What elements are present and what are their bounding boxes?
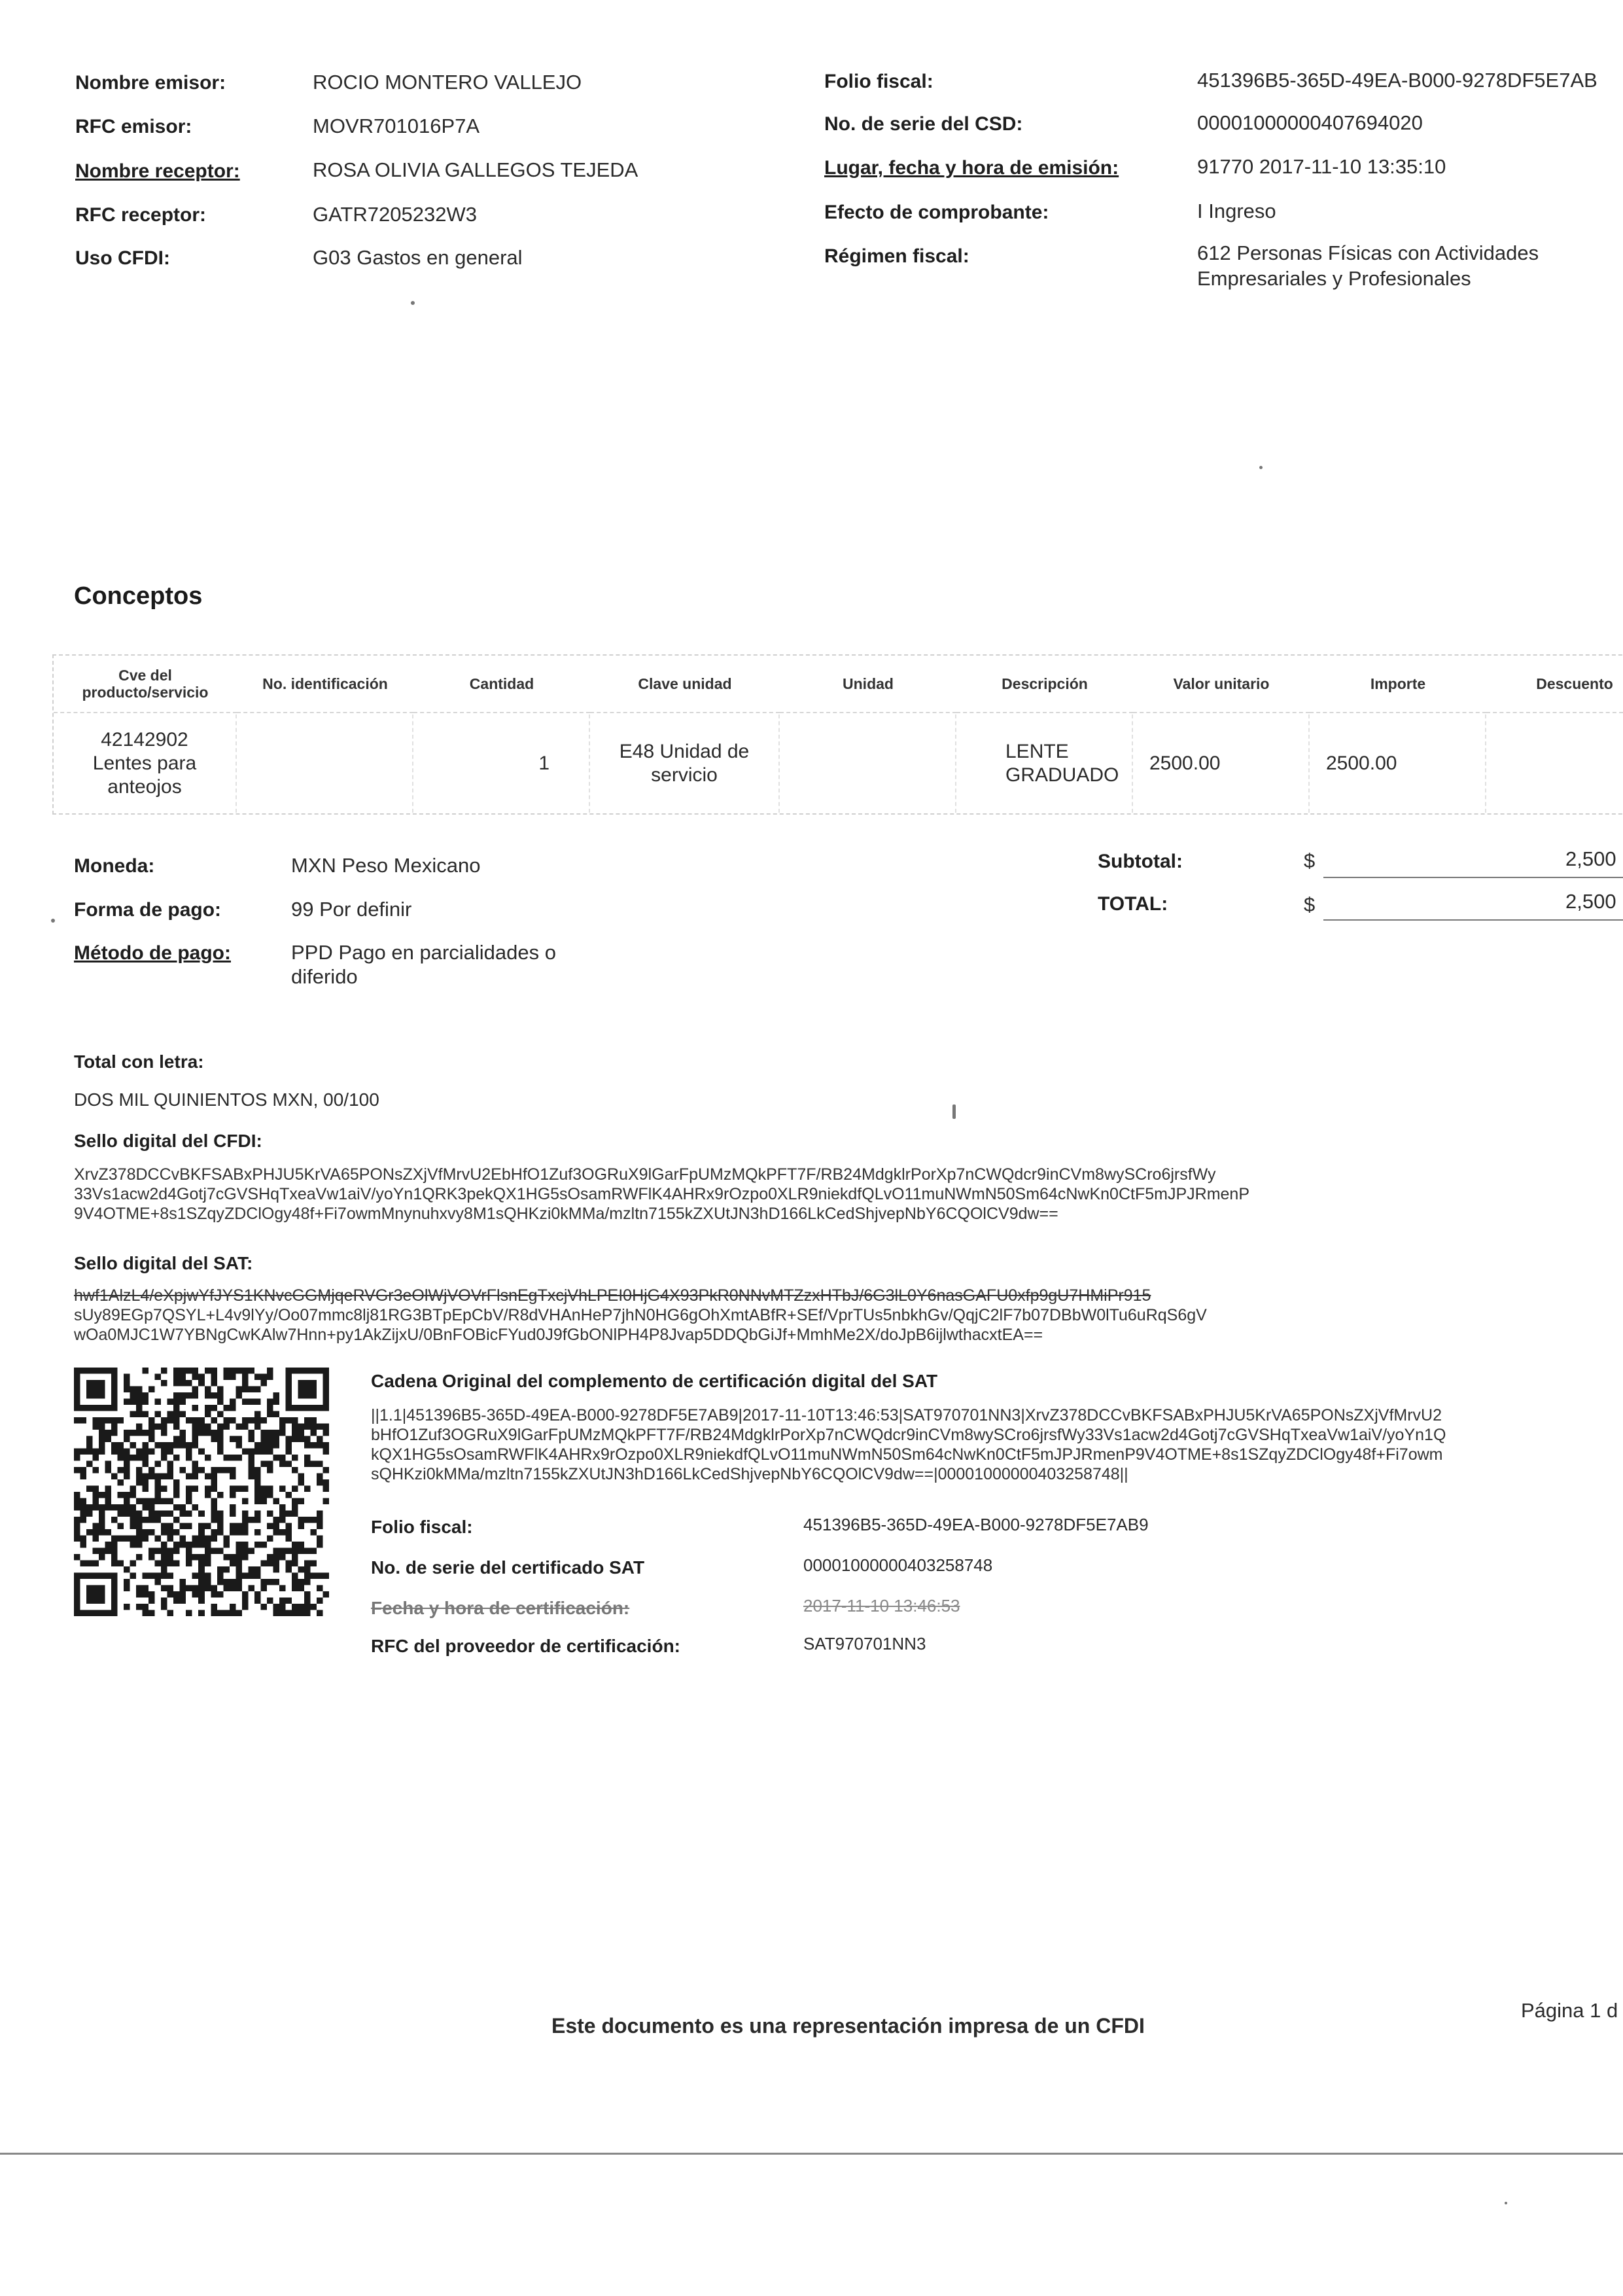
- regimen-value-line1: 612 Personas Físicas con Actividades: [1197, 241, 1539, 264]
- subtotal-label: Subtotal:: [1098, 851, 1183, 872]
- regimen-label: Régimen fiscal:: [824, 245, 969, 267]
- total-label: TOTAL:: [1098, 893, 1168, 915]
- qr-code: [74, 1368, 329, 1616]
- rfc-emisor-value: MOVR701016P7A: [313, 115, 480, 137]
- total-underline: [1323, 919, 1623, 921]
- uso-cfdi-label: Uso CFDI:: [75, 247, 170, 269]
- efecto-value: I Ingreso: [1197, 200, 1276, 222]
- total-currency: $: [1304, 893, 1316, 916]
- col-cantidad: Cantidad: [413, 656, 590, 713]
- cert-serie-label: No. de serie del certificado SAT: [371, 1557, 645, 1578]
- rfc-receptor-value: GATR7205232W3: [313, 203, 477, 226]
- sello-cfdi-line: 33Vs1acw2d4Gotj7cGVSHqTxeaVw1aiV/yoYn1QRK3pekQX1HG5sOsamRWFlK4AHRx9rOzpo0XLR9niekdfQLvO11muNWmN50Sm64cNwKn0CtF5mJPJRmenP: [74, 1185, 1249, 1203]
- scan-speck: [1505, 2202, 1507, 2204]
- scan-speck: [952, 1104, 956, 1119]
- sello-cfdi-line: XrvZ378DCCvBKFSABxPHJU5KrVA65PONsZXjVfMrvU2EbHfO1Zuf3OGRuX9lGarFpUMzMQkPFT7F/RB24MdgklrPorXp7nCWQdcr9inCVm8wySCro6jrsfWy: [74, 1165, 1216, 1184]
- cadena-label: Cadena Original del complemento de certificación digital del SAT: [371, 1371, 938, 1391]
- cell-clave-prod: 42142902 Lentes para anteojos: [54, 715, 237, 813]
- metodo-pago-value-line2: diferido: [291, 965, 358, 988]
- col-valor-unitario: Valor unitario: [1133, 656, 1310, 713]
- total-letra-value: DOS MIL QUINIENTOS MXN, 00/100: [74, 1089, 379, 1110]
- cadena-line: sQHKzi0kMMa/mzltn7155kZXUtJN3hD166LkCedShjvepNbY6CQOlCV9dw==|00001000000403258748||: [371, 1465, 1128, 1483]
- cell-clave-unidad: E48 Unidad de servicio: [590, 715, 780, 813]
- sello-sat-line: wOa0MJC1W7YBNgCwKAlw7Hnn+py1AkZijxU/0BnFOBicFYud0J9fGbONlPH4P8Jvap5DDQbGiJf+MmhMe2X/doJpB6ijlwthacxtEA==: [74, 1326, 1043, 1344]
- col-clave-prod: Cve del producto/servicio: [54, 656, 237, 713]
- rfc-emisor-label: RFC emisor:: [75, 116, 192, 137]
- regimen-value-line2: Empresariales y Profesionales: [1197, 267, 1471, 290]
- nombre-emisor-value: ROCIO MONTERO VALLEJO: [313, 71, 582, 94]
- col-importe: Importe: [1310, 656, 1486, 713]
- scan-speck: [1259, 466, 1263, 469]
- cert-serie-value: 00001000000403258748: [803, 1555, 993, 1575]
- uso-cfdi-value: G03 Gastos en general: [313, 246, 523, 269]
- cert-fecha-value: 2017-11-10 13:46:53: [803, 1596, 960, 1616]
- conceptos-table: [52, 654, 1623, 815]
- rfc-receptor-label: RFC receptor:: [75, 204, 207, 226]
- nombre-receptor-label: Nombre receptor:: [75, 160, 240, 182]
- cell-no-identificacion: [237, 715, 413, 813]
- lugar-fecha-label: Lugar, fecha y hora de emisión:: [824, 157, 1119, 179]
- cert-folio-label: Folio fiscal:: [371, 1517, 473, 1537]
- cell-valor-unitario: 2500.00: [1133, 715, 1310, 813]
- cell-cantidad: 1: [413, 715, 590, 813]
- cell-unidad: [780, 715, 956, 813]
- nombre-receptor-value: ROSA OLIVIA GALLEGOS TEJEDA: [313, 158, 638, 181]
- serie-csd-value: 00001000000407694020: [1197, 111, 1423, 134]
- folio-fiscal-label: Folio fiscal:: [824, 71, 934, 92]
- cell-descripcion: LENTE GRADUADO: [956, 715, 1133, 813]
- sello-sat-line: hwf1AlzL4/eXpjwYfJYS1KNvcGGMjqeRVGr3eOlWjVOVrFlsnEgTxcjVhLPEI0HjG4X93PkR0NNvMTZzxHTbJ/6G3lL0Y6nasGAFU0xfp9gU7HMiPr915: [74, 1286, 1151, 1305]
- cert-folio-value: 451396B5-365D-49EA-B000-9278DF5E7AB9: [803, 1515, 1149, 1534]
- cert-rfc-value: SAT970701NN3: [803, 1634, 926, 1653]
- cadena-line: bHfO1Zuf3OGRuX9lGarFpUMzMQkPFT7F/RB24MdgklrPorXp7nCWQdcr9inCVm8wySCro6jrsfWy33Vs1acw2d4Gotj7cGVSHqTxeaVw1aiV/yoYn1Q: [371, 1426, 1446, 1444]
- cell-descuento: [1486, 715, 1623, 813]
- nombre-emisor-label: Nombre emisor:: [75, 72, 226, 94]
- cert-rfc-label: RFC del proveedor de certificación:: [371, 1636, 680, 1656]
- efecto-label: Efecto de comprobante:: [824, 202, 1049, 223]
- conceptos-title: Conceptos: [74, 582, 203, 610]
- footer-page: Página 1 d: [1521, 1999, 1618, 2022]
- cadena-line: kQX1HG5sOsamRWFlK4AHRx9rOzpo0XLR9niekdfQLvO11muNWmN50Sm64cNwKn0CtF5mJPJRmenP9V4OTME+8s1SZqyZDClOgy48f+Fi7owm: [371, 1445, 1443, 1464]
- subtotal-value: 2,500: [1565, 847, 1616, 870]
- scan-edge-line: [0, 2153, 1623, 2155]
- cert-fecha-label: Fecha y hora de certificación:: [371, 1598, 630, 1618]
- col-descripcion: Descripción: [956, 656, 1133, 713]
- serie-csd-label: No. de serie del CSD:: [824, 113, 1023, 135]
- folio-fiscal-value: 451396B5-365D-49EA-B000-9278DF5E7AB: [1197, 69, 1597, 92]
- metodo-pago-label: Método de pago:: [74, 942, 231, 964]
- moneda-label: Moneda:: [74, 855, 155, 877]
- sello-cfdi-line: 9V4OTME+8s1SZqyZDClOgy48f+Fi7owmMnynuhxvy8M1sQHKzi0kMMa/mzltn7155kZXUtJN3hD166LkCedShjvepNbY6CQOlCV9dw==: [74, 1205, 1058, 1223]
- col-descuento: Descuento: [1486, 656, 1623, 713]
- sello-cfdi-label: Sello digital del CFDI:: [74, 1131, 262, 1151]
- sello-sat-line: sUy89EGp7QSYL+L4v9lYy/Oo07mmc8lj81RG3BTpEpCbV/R8dVHAnHeP7jhN0HG6gOhXmtABfR+SEf/VprTUs5nbkhGv/QqjC2lF7b07DBbW0lTu6uRqS6gV: [74, 1306, 1207, 1324]
- sello-sat-label: Sello digital del SAT:: [74, 1253, 253, 1273]
- scan-speck: [411, 301, 415, 305]
- moneda-value: MXN Peso Mexicano: [291, 854, 481, 877]
- lugar-fecha-value: 91770 2017-11-10 13:35:10: [1197, 155, 1446, 178]
- cadena-line: ||1.1|451396B5-365D-49EA-B000-9278DF5E7AB9|2017-11-10T13:46:53|SAT970701NN3|XrvZ378DCCvBKFSABxPHJU5KrVA65PONsZXjVfMrvU2: [371, 1406, 1442, 1424]
- footer-note: Este documento es una representación impresa de un CFDI: [551, 2014, 1145, 2038]
- col-no-identificacion: No. identificación: [237, 656, 413, 713]
- cell-importe: 2500.00: [1310, 715, 1486, 813]
- metodo-pago-value-line1: PPD Pago en parcialidades o: [291, 941, 556, 964]
- forma-pago-label: Forma de pago:: [74, 899, 222, 921]
- subtotal-currency: $: [1304, 849, 1316, 872]
- total-letra-label: Total con letra:: [74, 1051, 204, 1072]
- total-value: 2,500: [1565, 890, 1616, 913]
- col-unidad: Unidad: [780, 656, 956, 713]
- forma-pago-value: 99 Por definir: [291, 898, 412, 921]
- scan-speck: [51, 919, 55, 923]
- col-clave-unidad: Clave unidad: [590, 656, 780, 713]
- subtotal-underline: [1323, 877, 1623, 878]
